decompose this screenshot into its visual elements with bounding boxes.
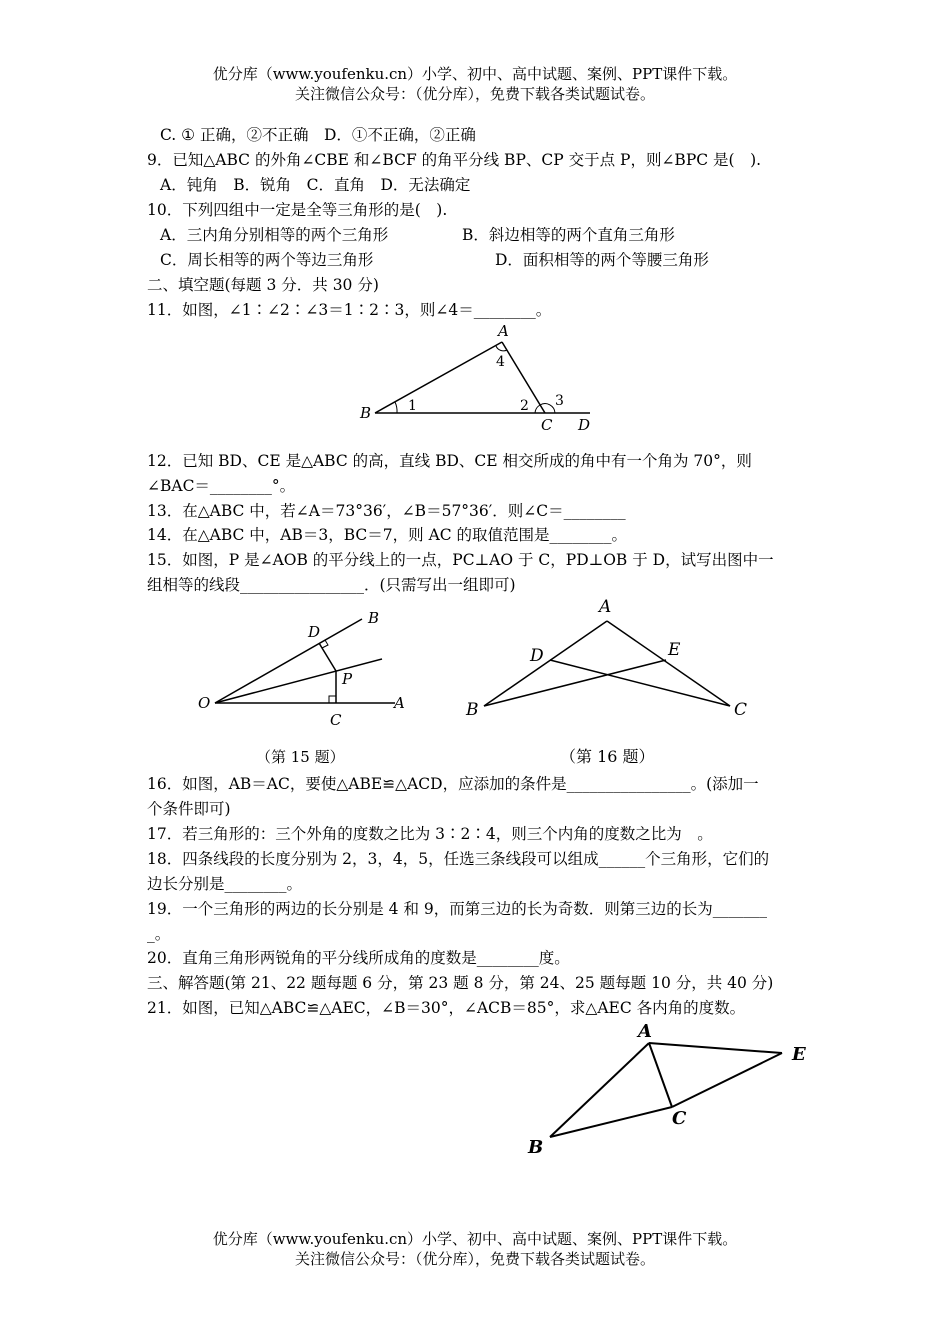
q11-side-ab xyxy=(375,342,502,413)
q16-label-d: D xyxy=(530,646,544,666)
q21-side-ec xyxy=(672,1053,782,1107)
q15-label-c: C xyxy=(330,711,342,729)
q12-line-2: ∠BAC＝________°。 xyxy=(147,477,296,495)
q21-label-c: C xyxy=(672,1108,687,1129)
q21-side-bc xyxy=(550,1107,672,1137)
q21-figure xyxy=(520,1018,815,1160)
q15-ray-ob xyxy=(215,619,362,703)
header-line-1: 优分库（www.youfenku.cn）小学、初中、高中试题、案例、PPT课件下载。 xyxy=(212,65,738,83)
q16-label-b: B xyxy=(466,700,479,720)
q16-label-e: E xyxy=(668,640,681,660)
q10-option-c: C．周长相等的两个等边三角形 xyxy=(160,251,374,269)
q15-figure xyxy=(190,605,415,735)
q15-line-2: 组相等的线段________________．(只需写出一组即可) xyxy=(147,576,516,594)
q11-angle-1-arc xyxy=(395,402,397,413)
q16-line-2: 个条件即可) xyxy=(147,800,231,818)
q15-label-o: O xyxy=(198,694,211,712)
q15-label-d: D xyxy=(308,623,321,641)
q10-option-b: B．斜边相等的两个直角三角形 xyxy=(462,226,675,244)
section-2-heading: 二、填空题(每题 3 分．共 30 分) xyxy=(147,276,379,294)
q19-line-1: 19．一个三角形的两边的长分别是 4 和 9，而第三边的长为奇数．则第三边的长为_______ xyxy=(147,900,767,918)
q15-label-a: A xyxy=(394,694,405,712)
q15-line-1: 15．如图，P 是∠AOB 的平分线上的一点，PC⊥AO 于 C，PD⊥OB 于 D，试写出图中一 xyxy=(147,551,774,569)
q12-line-1: 12．已知 BD、CE 是△ABC 的高，直线 BD、CE 相交所成的角中有一个角为 70°，则 xyxy=(147,452,752,470)
q15-right-angle-c xyxy=(329,696,336,703)
q20-stem: 20．直角三角形两锐角的平分线所成角的度数是________度。 xyxy=(147,949,570,967)
q15-bisector xyxy=(215,659,382,703)
q11-label-angle-3: 3 xyxy=(555,393,564,409)
q19-line-2: _。 xyxy=(147,925,171,943)
q16-line-1: 16．如图，AB＝AC，要使△ABE≌△ACD，应添加的条件是________________。(添加一 xyxy=(147,775,759,793)
q21-label-b: B xyxy=(528,1137,544,1158)
q11-label-b: B xyxy=(360,404,372,422)
q11-label-angle-2: 2 xyxy=(520,398,529,414)
q14-stem: 14．在△ABC 中，AB＝3，BC＝7，则 AC 的取值范围是________。 xyxy=(147,526,628,544)
q9-stem: 9．已知△ABC 的外角∠CBE 和∠BCF 的角平分线 BP、CP 交于点 P，则∠BPC 是( ). xyxy=(147,151,762,169)
q11-label-a: A xyxy=(498,322,509,340)
q10-option-d: D．面积相等的两个等腰三角形 xyxy=(495,251,709,269)
q18-line-2: 边长分别是________。 xyxy=(147,875,303,893)
q13-stem: 13．在△ABC 中，若∠A＝73°36′，∠B＝57°36′．则∠C＝________ xyxy=(147,502,626,520)
q11-label-angle-4: 4 xyxy=(496,354,505,370)
q8-options: C. ① 正确，②不正确 D．①不正确，②正确 xyxy=(160,126,476,144)
q11-label-c: C xyxy=(541,416,553,434)
footer-line-2: 关注微信公众号：（优分库），免费下载各类试题试卷。 xyxy=(294,1250,655,1268)
q10-option-a: A．三内角分别相等的两个三角形 xyxy=(160,226,389,244)
q16-figure xyxy=(458,593,758,728)
q21-side-ae xyxy=(649,1043,782,1053)
q21-side-ac xyxy=(649,1043,672,1107)
q17-stem: 17．若三角形的：三个外角的度数之比为 3∶2∶4，则三个内角的度数之比为 。 xyxy=(147,825,713,843)
footer-line-1: 优分库（www.youfenku.cn）小学、初中、高中试题、案例、PPT课件下载。 xyxy=(212,1230,738,1248)
q21-label-a: A xyxy=(638,1021,652,1042)
q21-stem: 21．如图，已知△ABC≌△AEC，∠B＝30°，∠ACB＝85°，求△AEC 各内角的度数。 xyxy=(147,999,746,1017)
q21-label-e: E xyxy=(792,1044,806,1065)
header-line-2: 关注微信公众号：（优分库），免费下载各类试题试卷。 xyxy=(294,85,655,103)
q11-label-d: D xyxy=(578,416,591,434)
q16-label-a: A xyxy=(599,597,612,617)
q16-label-c: C xyxy=(734,700,748,720)
q11-triangle-figure xyxy=(350,320,600,435)
q16-side-ab xyxy=(484,621,607,706)
q15-segment-pd xyxy=(319,643,336,671)
q11-stem: 11．如图，∠1∶∠2∶∠3＝1∶2∶3，则∠4＝________。 xyxy=(147,301,552,319)
q11-angle-2-arc xyxy=(535,405,540,413)
q10-stem: 10．下列四组中一定是全等三角形的是( ). xyxy=(147,201,448,219)
q11-label-angle-1: 1 xyxy=(408,398,417,414)
q15-label-p: P xyxy=(342,670,353,688)
section-3-heading: 三、解答题(第 21、22 题每题 6 分，第 23 题 8 分，第 24、25 题每题 10 分，共 40 分) xyxy=(147,974,774,992)
q16-side-ac xyxy=(607,621,730,706)
q16-caption: （第 16 题） xyxy=(560,747,655,766)
q18-line-1: 18．四条线段的长度分别为 2，3，4，5，任选三条线段可以组成______个三角形，它们的 xyxy=(147,850,770,868)
q15-caption: （第 15 题） xyxy=(256,748,345,766)
q9-options: A．钝角 B．锐角 C．直角 D．无法确定 xyxy=(160,176,471,194)
q21-side-ab xyxy=(550,1043,649,1137)
q15-label-b: B xyxy=(368,609,380,627)
